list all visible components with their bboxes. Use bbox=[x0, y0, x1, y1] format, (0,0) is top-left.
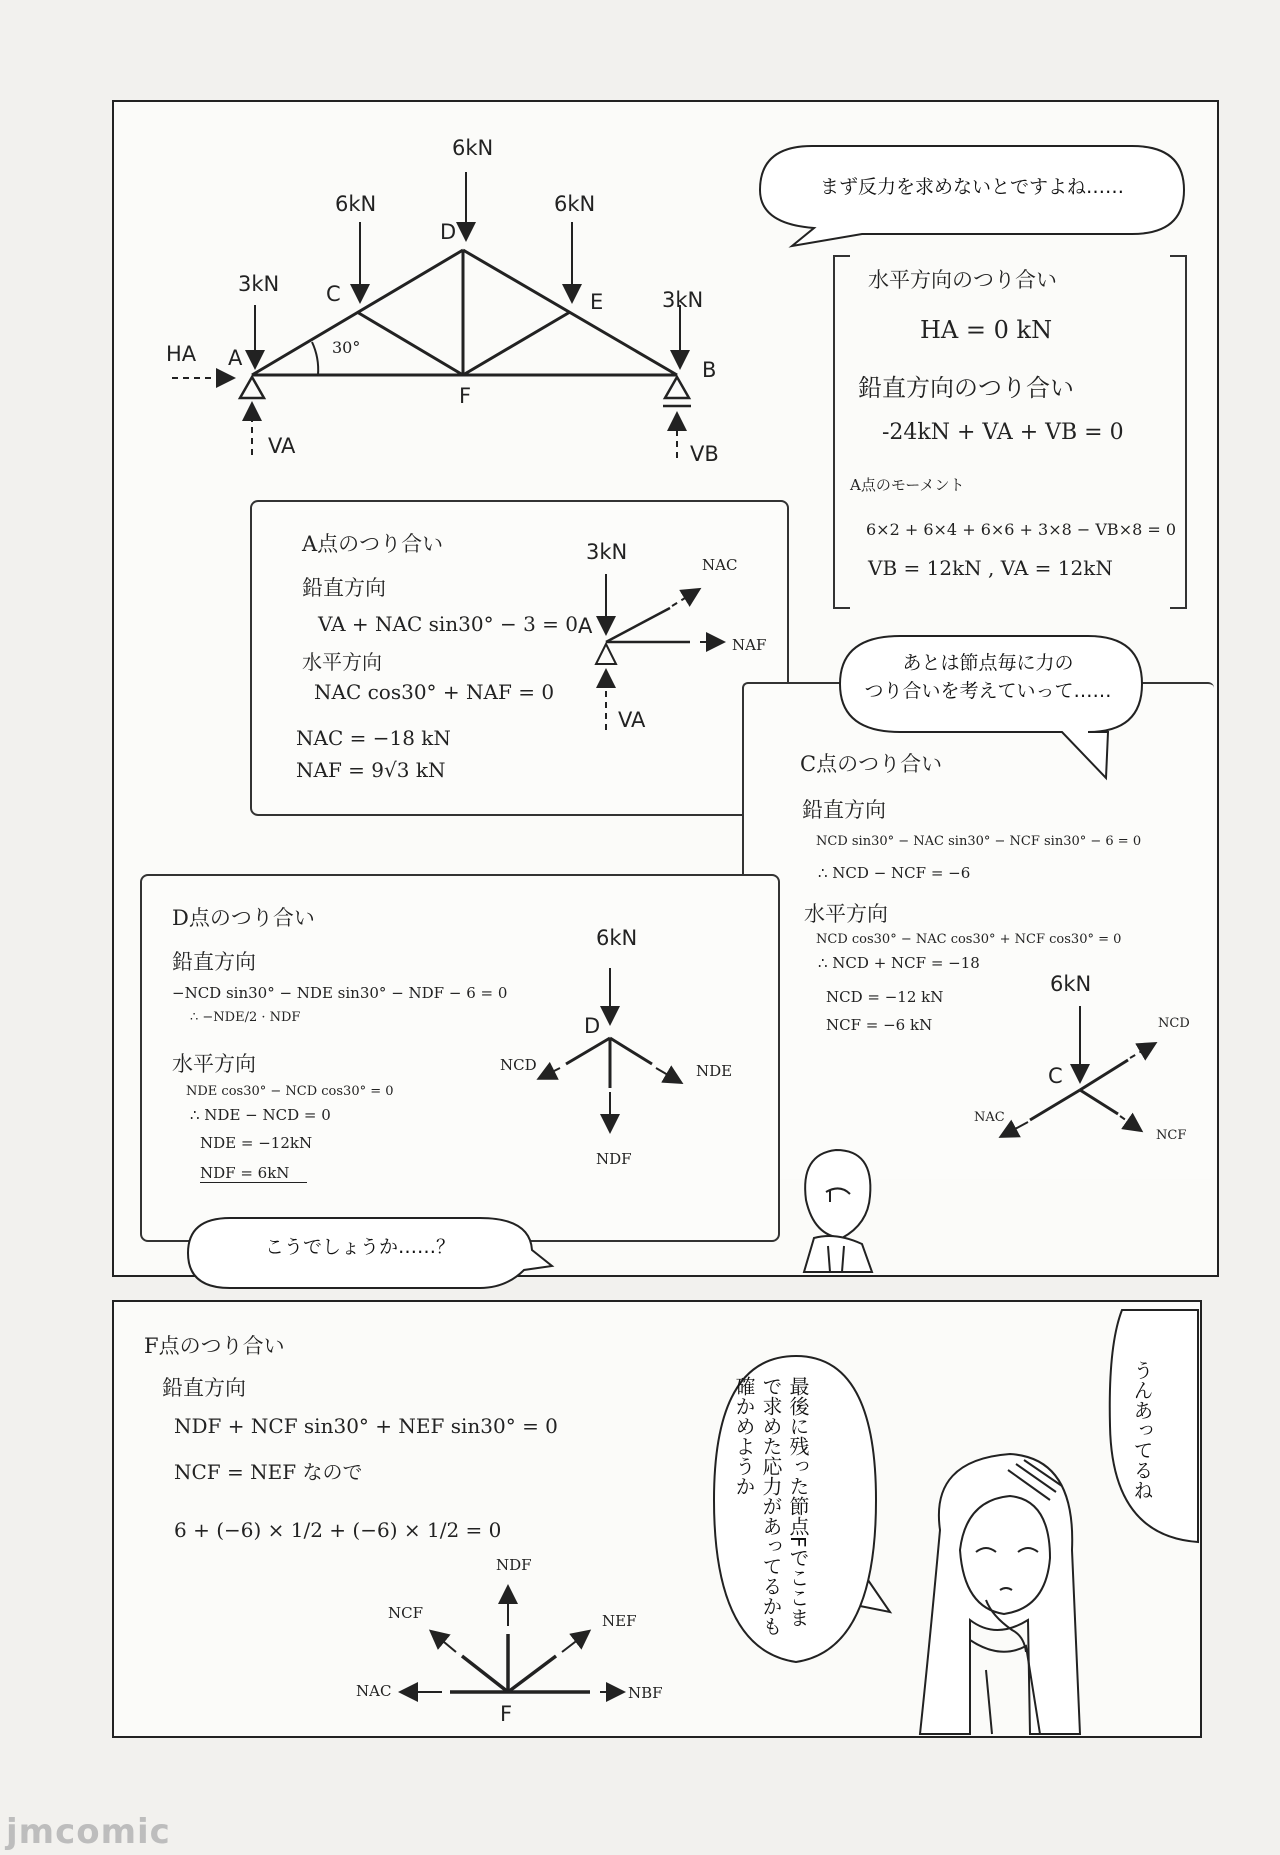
fig-label: NCF bbox=[1156, 1128, 1187, 1143]
bubble-text: あとは節点毎に力の bbox=[902, 652, 1074, 674]
load-label: 3kN bbox=[662, 288, 704, 312]
node-c-h-title: 水平方向 bbox=[804, 902, 888, 926]
node-c-h-res: ∴ NCD + NCF = −18 bbox=[818, 954, 980, 972]
fig-label: NCF bbox=[388, 1604, 424, 1622]
reaction-m-title: A点のモーメント bbox=[850, 476, 965, 494]
node-a-v-eq: VA + NAC sin30° − 3 = 0 bbox=[318, 612, 578, 636]
node-f-eq: 6 + (−6) × 1/2 + (−6) × 1/2 = 0 bbox=[174, 1518, 502, 1542]
node-label: D bbox=[440, 220, 457, 244]
fig-label: 6kN bbox=[1050, 972, 1092, 996]
reaction-label: VA bbox=[268, 434, 296, 458]
node-c-h-eq: NCD cos30° − NAC cos30° + NCF cos30° = 0 bbox=[816, 932, 1122, 947]
node-c-result: NCF = −6 kN bbox=[826, 1016, 933, 1034]
node-d-h-eq: NDE cos30° − NCD cos30° = 0 bbox=[186, 1084, 394, 1099]
fig-label: NEF bbox=[602, 1612, 637, 1630]
load-label: 6kN bbox=[452, 136, 494, 160]
node-f-v-title: 鉛直方向 bbox=[162, 1376, 246, 1400]
load-label: 6kN bbox=[335, 192, 377, 216]
node-a-h-title: 水平方向 bbox=[302, 650, 382, 674]
bubble-text: つり合いを考えていって…… bbox=[864, 680, 1112, 702]
reaction-v-eq: -24kN + VA + VB = 0 bbox=[882, 420, 1124, 445]
fig-label: NCD bbox=[500, 1056, 537, 1074]
fig-label: A bbox=[578, 614, 593, 638]
fig-label: NDF bbox=[596, 1150, 632, 1168]
node-label: B bbox=[702, 358, 717, 382]
fig-label: NAF bbox=[732, 636, 767, 654]
node-c-figure bbox=[980, 980, 1200, 1150]
reaction-result: VB = 12kN , VA = 12kN bbox=[868, 556, 1113, 580]
bubble-text: 最後に残った節点Fでここまで求めた応力があってるかも確かめようか bbox=[732, 1376, 810, 1636]
fig-label: 6kN bbox=[596, 926, 638, 950]
node-d-v-title: 鉛直方向 bbox=[172, 950, 256, 974]
node-c-v-res: ∴ NCD − NCF = −6 bbox=[818, 864, 971, 882]
node-label: A bbox=[228, 346, 243, 370]
watermark: jmcomic bbox=[6, 1812, 171, 1852]
reaction-label: VB bbox=[690, 442, 719, 466]
bubble-text: まず反力を求めないとですよね…… bbox=[819, 176, 1124, 198]
node-d-h-title: 水平方向 bbox=[172, 1052, 256, 1076]
node-d-result: NDF = 6kN bbox=[200, 1164, 307, 1183]
node-a-v-title: 鉛直方向 bbox=[302, 576, 386, 600]
fig-label: NCD bbox=[1158, 1016, 1190, 1031]
fig-label: VA bbox=[618, 708, 646, 732]
node-a-result: NAF = 9√3 kN bbox=[296, 758, 446, 782]
node-f-eq: NCF = NEF なので bbox=[174, 1460, 363, 1484]
fig-label: NAC bbox=[702, 556, 738, 574]
angle-label: 30° bbox=[332, 338, 361, 357]
reaction-label: HA bbox=[166, 342, 197, 366]
node-c-result: NCD = −12 kN bbox=[826, 988, 944, 1006]
fig-label: NDE bbox=[696, 1062, 733, 1080]
node-d-v-eq: −NCD sin30° − NDE sin30° − NDF − 6 = 0 bbox=[172, 984, 508, 1002]
node-c-title: C点のつり合い bbox=[800, 752, 943, 776]
bubble-text: うんあってるね bbox=[1130, 1360, 1154, 1500]
fig-label: 3kN bbox=[586, 540, 628, 564]
node-a-result: NAC = −18 kN bbox=[296, 726, 451, 750]
node-a-title: A点のつり合い bbox=[302, 532, 444, 556]
load-label: 6kN bbox=[554, 192, 596, 216]
fig-label: F bbox=[500, 1702, 513, 1726]
node-f-title: F点のつり合い bbox=[144, 1334, 285, 1358]
node-c-v-title: 鉛直方向 bbox=[802, 798, 886, 822]
fig-label: NDF bbox=[496, 1556, 532, 1574]
reaction-m-eq: 6×2 + 6×4 + 6×6 + 3×8 − VB×8 = 0 bbox=[866, 520, 1177, 539]
reaction-v-title: 鉛直方向のつり合い bbox=[858, 374, 1074, 402]
node-label: E bbox=[590, 290, 604, 314]
fig-label: D bbox=[584, 1014, 601, 1038]
node-d-figure bbox=[500, 920, 740, 1150]
node-a-h-eq: NAC cos30° + NAF = 0 bbox=[314, 680, 555, 704]
node-label: C bbox=[326, 282, 341, 306]
teacher-character bbox=[900, 1440, 1100, 1734]
bubble-text: こうでしょうか……？ bbox=[264, 1236, 455, 1258]
reaction-h-title: 水平方向のつり合い bbox=[868, 268, 1057, 292]
node-c-v-eq: NCD sin30° − NAC sin30° − NCF sin30° − 6 = 0 bbox=[816, 834, 1142, 849]
node-f-eq: NDF + NCF sin30° + NEF sin30° = 0 bbox=[174, 1414, 558, 1438]
fig-label: NBF bbox=[628, 1684, 663, 1702]
fig-label: C bbox=[1048, 1064, 1063, 1088]
node-d-title: D点のつり合い bbox=[172, 906, 315, 930]
node-label: F bbox=[459, 384, 472, 408]
load-label: 3kN bbox=[238, 272, 280, 296]
reaction-h-eq: HA = 0 kN bbox=[920, 316, 1053, 344]
node-d-v-res: ∴ −NDE/2 · NDF bbox=[190, 1010, 301, 1025]
node-d-result: NDE = −12kN bbox=[200, 1134, 313, 1152]
node-d-h-res: ∴ NDE − NCD = 0 bbox=[190, 1106, 331, 1124]
student-character bbox=[770, 1140, 900, 1280]
fig-label: NAC bbox=[356, 1682, 392, 1700]
fig-label: NAC bbox=[974, 1110, 1005, 1125]
